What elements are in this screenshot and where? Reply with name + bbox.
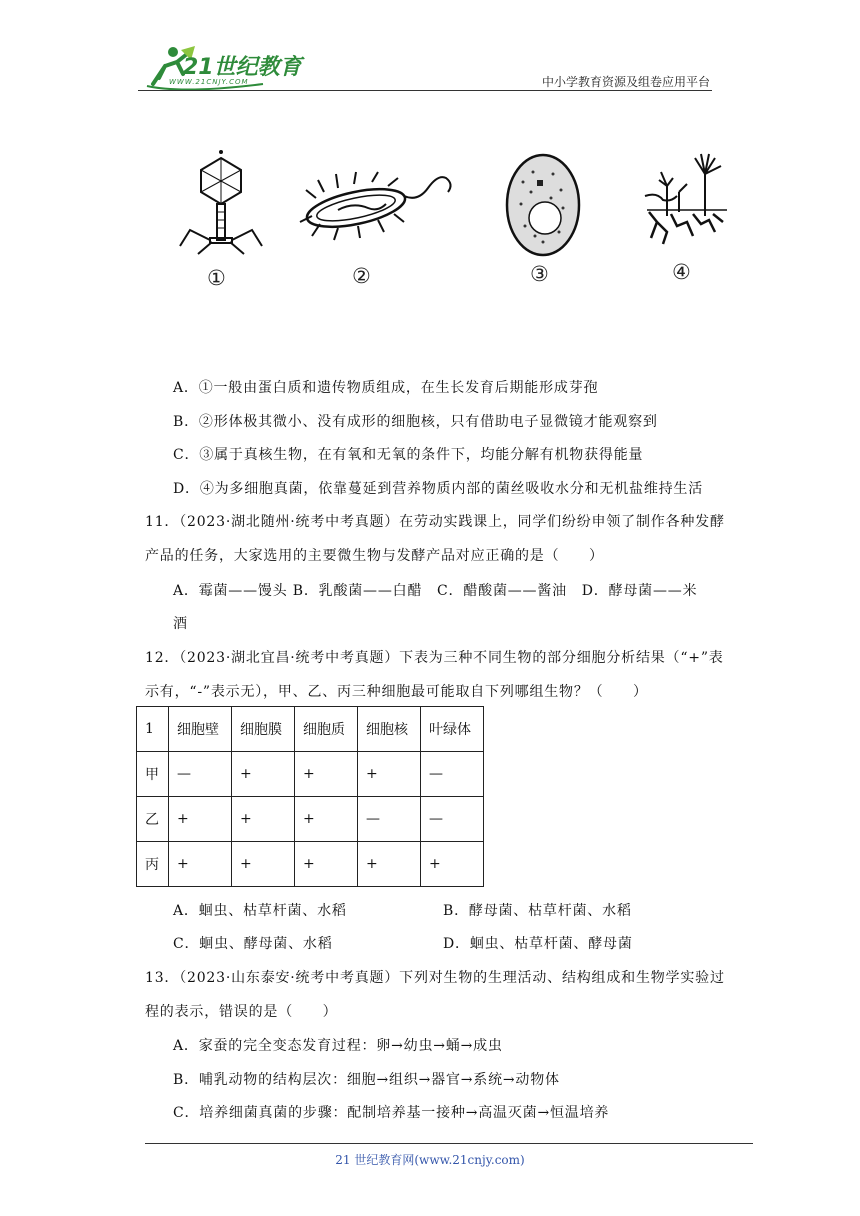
figure-label-2: ② [352,264,371,288]
table-cell: — [421,752,484,797]
q10-option-b: B．②形体极其微小、没有成形的细胞核，只有借助电子显微镜才能观察到 [173,414,658,430]
bacterium-icon [298,168,458,244]
bacteriophage-figure [176,150,266,264]
table-cell: — [421,797,484,842]
q10-option-c: C．③属于真核生物，在有氧和无氧的条件下，均能分解有机物获得能量 [173,447,644,463]
q12-option-d: D．蛔虫、枯草杆菌、酵母菌 [443,936,633,952]
q12-stem-line-2: 示有，“-”表示无），甲、乙、丙三种细胞最可能取自下列哪组生物？（ ） [145,684,648,700]
q13-option-c: C．培养细菌真菌的步骤：配制培养基一接种→高温灭菌→恒温培养 [173,1105,610,1121]
q11-stem-line-2: 产品的任务，大家选用的主要微生物与发酵产品对应正确的是（ ） [145,548,604,564]
table-row [137,842,484,887]
table-cell: — [169,752,232,797]
q13-stem-line-1: 13．（2023·山东泰安·统考中考真题）下列对生物的生理活动、结构组成和生物学实验过 [145,970,725,986]
figure-label-1: ① [207,266,226,290]
virus-icon [176,150,266,260]
table-header-cell: 细胞膜 [232,707,295,752]
table-header-row [137,707,484,752]
q11-stem-line-1: 11．（2023·湖北随州·统考中考真题）在劳动实践课上，同学们纷纷申领了制作各种发酵 [145,514,725,530]
q13-option-a: A．家蚕的完全变态发育过程：卵→幼虫→蛹→成虫 [173,1038,503,1054]
q11-options-wrap: 酒 [173,616,188,632]
platform-name: 中小学教育资源及组卷应用平台 [541,75,710,89]
header-divider [138,90,712,91]
table-cell: + [295,797,358,842]
table-cell: + [232,752,295,797]
table-cell: 乙 [137,797,169,842]
table-cell: + [358,842,421,887]
q12-stem-line-1: 12．（2023·湖北宜昌·统考中考真题）下表为三种不同生物的部分细胞分析结果（“+”表 [145,650,724,666]
table-cell: + [169,842,232,887]
table-cell: — [358,797,421,842]
table-header-cell: 细胞壁 [169,707,232,752]
table-header-cell: 1 [137,707,169,752]
q11-options: A．霉菌——馒头 B．乳酸菌——白醋 C．醋酸菌——酱油 D．酵母菌——米 [173,583,698,599]
table-header-cell: 细胞质 [295,707,358,752]
table-header-cell: 细胞核 [358,707,421,752]
logo-text: 21世纪教育 [183,55,302,80]
site-logo [143,44,303,90]
q13-option-b: B．哺乳动物的结构层次：细胞→组织→器官→系统→动物体 [173,1072,560,1088]
q12-option-a: A．蛔虫、枯草杆菌、水稻 [173,903,347,919]
q12-option-b: B．酵母菌、枯草杆菌、水稻 [443,903,632,919]
table-cell: + [358,752,421,797]
mold-icon [643,152,729,248]
mold-figure [643,152,729,252]
q10-option-a: A．①一般由蛋白质和遗传物质组成，在生长发育后期能形成芽孢 [173,380,599,396]
table-cell: 甲 [137,752,169,797]
table-cell: + [295,752,358,797]
q13-stem-line-2: 程的表示，错误的是（ ） [145,1004,338,1020]
table-header-cell: 叶绿体 [421,707,484,752]
cell-analysis-table [136,706,484,887]
table-cell: + [232,842,295,887]
footer-divider [145,1143,753,1144]
figure-label-3: ③ [530,262,549,286]
table-cell: + [295,842,358,887]
table-row [137,752,484,797]
table-cell: + [169,797,232,842]
table-cell: + [232,797,295,842]
q12-option-c: C．蛔虫、酵母菌、水稻 [173,936,333,952]
yeast-cell-icon [503,152,583,258]
logo-url: WWW.21CNJY.COM [169,78,249,86]
bacterium-figure [298,168,458,248]
figure-label-4: ④ [672,260,691,284]
footer-link[interactable]: 21 世纪教育网(www.21cnjy.com) [335,1153,525,1167]
yeast-cell-figure [503,152,583,262]
table-row [137,797,484,842]
table-cell: + [421,842,484,887]
table-cell: 丙 [137,842,169,887]
q10-option-d: D．④为多细胞真菌，依靠蔓延到营养物质内部的菌丝吸收水分和无机盐维持生活 [173,481,704,497]
